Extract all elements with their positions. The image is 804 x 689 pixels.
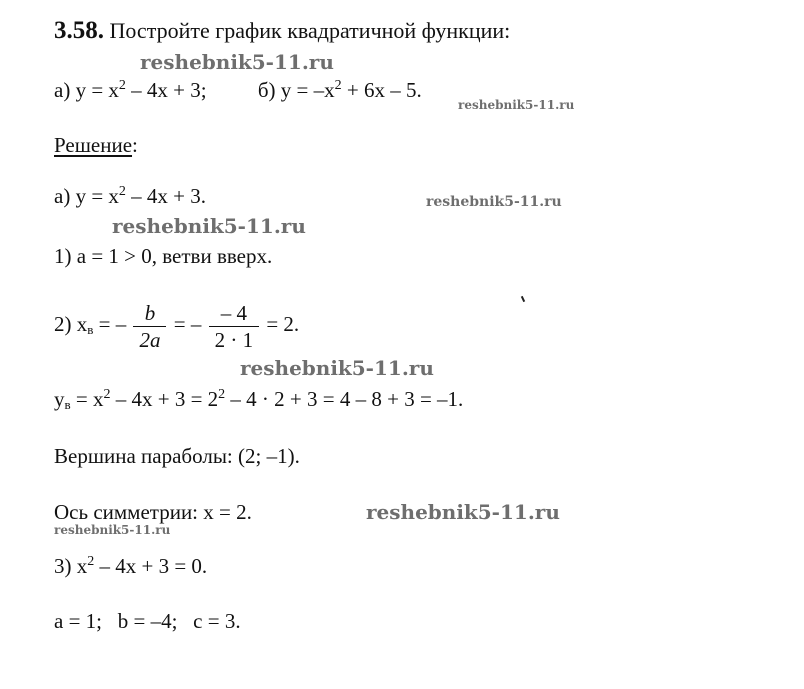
task-a: а) $y = x^2 - 4x + 3$; [54,78,207,102]
axis-of-symmetry: Ось симметрии: x = 2. [54,500,252,524]
vertex: Вершина параболы: (2; –1). [54,444,300,468]
coefficients: a = 1; b = –4; c = 3. [54,609,241,633]
step-1: 1) a = 1 > 0, ветви вверх. [54,244,273,268]
watermark: reshebnik5-11.ru [458,98,575,112]
task-b: б) $y = -x^2 + 6x - 5$. [257,78,422,102]
y-vertex: $y_в = x^2 - 4x + 3 = 2^2 - 4 \cdot 2 + 3 = 4 - 8 + 3 = -1$. [54,387,464,412]
watermark: reshebnik5-11.ru [366,500,560,524]
task-functions [54,77,422,103]
solution-heading: Решение: [54,133,138,157]
fraction-minus4-over-2x1: $\frac{- 4}{2 \cdot 1}$ [209,300,260,353]
step-3: 3) $x^2 - 4x + 3 = 0$. [54,554,208,578]
watermark: reshebnik5-11.ru [112,214,306,238]
step-2: 2) $x_в$ = – $\frac{b}{2a}$ = – $\frac{- 4}{2 \cdot 1}$ = 2. [54,300,300,352]
problem-title: Постройте график квадратичной функции: [109,18,511,43]
part-a-function: а) $y = x^2 - 4x + 3$. [54,184,207,208]
watermark: reshebnik5-11.ru [240,356,434,380]
watermark: reshebnik5-11.ru [140,50,334,74]
stray-mark [521,296,525,302]
watermark: reshebnik5-11.ru [426,194,562,210]
watermark: reshebnik5-11.ru [54,523,171,537]
problem-header [54,18,510,44]
problem-number: 3.58. [54,17,104,44]
fraction-b-over-2a: $\frac{b}{2a}$ [133,300,166,353]
